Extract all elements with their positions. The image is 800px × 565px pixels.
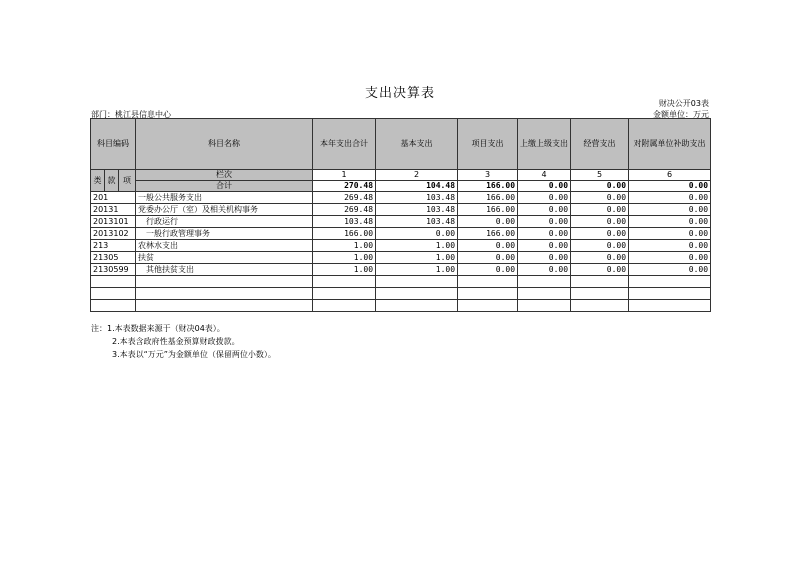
row-value: 1.00 bbox=[313, 252, 376, 264]
row-value: 0.00 bbox=[629, 240, 711, 252]
row-value: 103.48 bbox=[376, 192, 458, 204]
total-label: 合计 bbox=[136, 181, 313, 192]
row-value: 269.48 bbox=[313, 204, 376, 216]
total-value: 0.00 bbox=[629, 181, 711, 192]
header-subsidy: 对附属单位补助支出 bbox=[629, 119, 711, 170]
header-subject-name: 科目名称 bbox=[136, 119, 313, 170]
row-code: 21305 bbox=[91, 252, 136, 264]
column-number: 5 bbox=[571, 170, 629, 181]
row-value: 166.00 bbox=[458, 204, 518, 216]
row-value: 1.00 bbox=[376, 240, 458, 252]
column-number: 1 bbox=[313, 170, 376, 181]
row-value: 103.48 bbox=[376, 216, 458, 228]
row-value: 1.00 bbox=[313, 240, 376, 252]
row-value: 0.00 bbox=[458, 264, 518, 276]
header-column-no: 栏次 bbox=[136, 170, 313, 181]
header-row-main bbox=[91, 119, 711, 170]
row-value: 1.00 bbox=[376, 264, 458, 276]
row-value: 166.00 bbox=[313, 228, 376, 240]
row-code: 2013101 bbox=[91, 216, 136, 228]
row-value: 0.00 bbox=[518, 228, 571, 240]
row-value: 0.00 bbox=[458, 252, 518, 264]
page-title: 支出决算表 bbox=[364, 86, 435, 101]
row-value: 1.00 bbox=[376, 252, 458, 264]
department-label: 部门：桃江县信息中心 bbox=[91, 110, 171, 119]
form-code: 财决公开03表 bbox=[658, 99, 709, 108]
row-value: 166.00 bbox=[458, 228, 518, 240]
row-value: 0.00 bbox=[571, 252, 629, 264]
row-value: 0.00 bbox=[571, 264, 629, 276]
header-total: 本年支出合计 bbox=[313, 119, 376, 170]
column-number: 6 bbox=[629, 170, 711, 181]
row-name: 党委办公厅（室）及相关机构事务 bbox=[136, 204, 313, 216]
row-code: 20131 bbox=[91, 204, 136, 216]
row-code: 2130599 bbox=[91, 264, 136, 276]
row-code: 213 bbox=[91, 240, 136, 252]
table-row bbox=[91, 252, 711, 264]
row-value: 0.00 bbox=[571, 240, 629, 252]
unit-label: 金额单位：万元 bbox=[653, 110, 709, 119]
column-number: 3 bbox=[458, 170, 518, 181]
total-value: 166.00 bbox=[458, 181, 518, 192]
row-value: 103.48 bbox=[376, 204, 458, 216]
header-xiang: 项 bbox=[119, 170, 136, 192]
note-item: 2.本表含政府性基金预算财政拨款。 bbox=[112, 337, 240, 346]
row-value: 0.00 bbox=[518, 204, 571, 216]
column-number-row bbox=[91, 170, 711, 181]
row-value: 1.00 bbox=[313, 264, 376, 276]
total-value: 270.48 bbox=[313, 181, 376, 192]
row-name: 其他扶贫支出 bbox=[136, 264, 313, 276]
empty-row bbox=[91, 276, 711, 288]
header-lei: 类 bbox=[91, 170, 105, 192]
row-name: 一般行政管理事务 bbox=[136, 228, 313, 240]
row-value: 0.00 bbox=[458, 216, 518, 228]
row-value: 0.00 bbox=[518, 216, 571, 228]
column-number: 2 bbox=[376, 170, 458, 181]
row-value: 269.48 bbox=[313, 192, 376, 204]
total-value: 0.00 bbox=[518, 181, 571, 192]
row-name: 一般公共服务支出 bbox=[136, 192, 313, 204]
row-value: 0.00 bbox=[376, 228, 458, 240]
column-number: 4 bbox=[518, 170, 571, 181]
empty-row bbox=[91, 288, 711, 300]
row-value: 0.00 bbox=[571, 216, 629, 228]
note-item: 注：1.本表数据来源于（财决04表）。 bbox=[91, 324, 225, 333]
header-subject-code: 科目编码 bbox=[91, 119, 136, 170]
table-row bbox=[91, 216, 711, 228]
row-value: 0.00 bbox=[571, 228, 629, 240]
total-value: 0.00 bbox=[571, 181, 629, 192]
table-row bbox=[91, 204, 711, 216]
row-value: 0.00 bbox=[571, 204, 629, 216]
row-code: 201 bbox=[91, 192, 136, 204]
row-value: 0.00 bbox=[458, 240, 518, 252]
expenditure-table bbox=[90, 118, 711, 312]
table-row bbox=[91, 192, 711, 204]
header-upper: 上缴上级支出 bbox=[518, 119, 571, 170]
note-item: 3.本表以“万元”为金额单位（保留两位小数）。 bbox=[112, 350, 276, 359]
total-value: 104.48 bbox=[376, 181, 458, 192]
header-basic: 基本支出 bbox=[376, 119, 458, 170]
row-value: 0.00 bbox=[629, 192, 711, 204]
row-name: 行政运行 bbox=[136, 216, 313, 228]
row-value: 0.00 bbox=[629, 204, 711, 216]
header-project: 项目支出 bbox=[458, 119, 518, 170]
row-value: 0.00 bbox=[518, 252, 571, 264]
row-value: 0.00 bbox=[629, 228, 711, 240]
row-value: 0.00 bbox=[629, 252, 711, 264]
row-code: 2013102 bbox=[91, 228, 136, 240]
table-row bbox=[91, 264, 711, 276]
empty-row bbox=[91, 300, 711, 312]
notes bbox=[91, 322, 276, 361]
row-value: 0.00 bbox=[629, 216, 711, 228]
row-name: 扶贫 bbox=[136, 252, 313, 264]
row-value: 0.00 bbox=[518, 240, 571, 252]
row-value: 166.00 bbox=[458, 192, 518, 204]
row-name: 农林水支出 bbox=[136, 240, 313, 252]
row-value: 103.48 bbox=[313, 216, 376, 228]
header-business: 经营支出 bbox=[571, 119, 629, 170]
table-row bbox=[91, 228, 711, 240]
total-row bbox=[91, 181, 711, 192]
row-value: 0.00 bbox=[571, 192, 629, 204]
table-row bbox=[91, 240, 711, 252]
row-value: 0.00 bbox=[518, 264, 571, 276]
row-value: 0.00 bbox=[629, 264, 711, 276]
header-kuan: 款 bbox=[105, 170, 119, 192]
row-value: 0.00 bbox=[518, 192, 571, 204]
